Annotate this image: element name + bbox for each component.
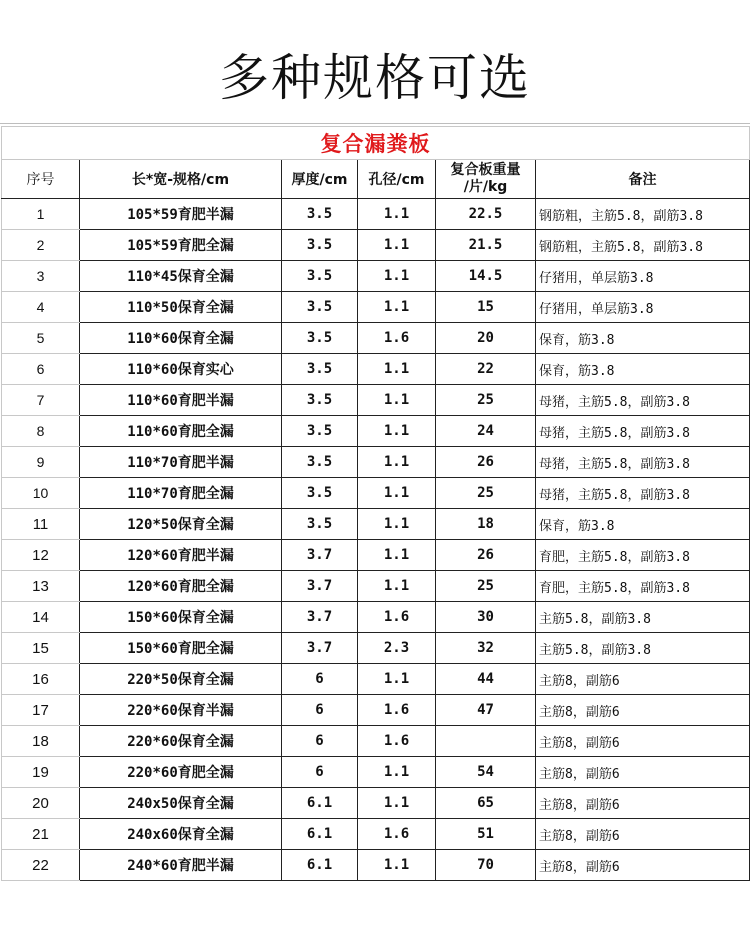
table-row bbox=[2, 540, 750, 571]
cell-thickness: 6 bbox=[282, 695, 358, 726]
cell-seq: 4 bbox=[2, 292, 80, 323]
cell-hole: 1.6 bbox=[358, 602, 436, 633]
cell-weight: 25 bbox=[436, 571, 536, 602]
cell-hole: 2.3 bbox=[358, 633, 436, 664]
cell-thickness: 3.5 bbox=[282, 478, 358, 509]
cell-thickness: 6.1 bbox=[282, 819, 358, 850]
cell-seq: 20 bbox=[2, 788, 80, 819]
cell-hole: 1.6 bbox=[358, 323, 436, 354]
cell-spec: 120*50保育全漏 bbox=[80, 509, 282, 540]
cell-weight: 22.5 bbox=[436, 199, 536, 230]
cell-spec: 110*50保育全漏 bbox=[80, 292, 282, 323]
cell-spec: 110*70育肥全漏 bbox=[80, 478, 282, 509]
table-row bbox=[2, 819, 750, 850]
cell-thickness: 3.5 bbox=[282, 447, 358, 478]
cell-weight: 70 bbox=[436, 850, 536, 881]
cell-seq: 16 bbox=[2, 664, 80, 695]
cell-note: 主筋8，副筋6 bbox=[536, 757, 750, 788]
table-row bbox=[2, 509, 750, 540]
cell-weight: 32 bbox=[436, 633, 536, 664]
cell-spec: 110*60保育全漏 bbox=[80, 323, 282, 354]
table-row bbox=[2, 199, 750, 230]
cell-hole: 1.1 bbox=[358, 571, 436, 602]
cell-weight: 65 bbox=[436, 788, 536, 819]
cell-note: 主筋8，副筋6 bbox=[536, 788, 750, 819]
table-row bbox=[2, 602, 750, 633]
cell-seq: 3 bbox=[2, 261, 80, 292]
cell-hole: 1.6 bbox=[358, 819, 436, 850]
cell-thickness: 3.5 bbox=[282, 292, 358, 323]
table-body bbox=[2, 127, 750, 881]
table-row bbox=[2, 416, 750, 447]
cell-spec: 220*60育肥全漏 bbox=[80, 757, 282, 788]
cell-seq: 11 bbox=[2, 509, 80, 540]
cell-weight: 25 bbox=[436, 385, 536, 416]
page-title: 多种规格可选 bbox=[219, 49, 531, 107]
cell-spec: 110*60育肥半漏 bbox=[80, 385, 282, 416]
cell-weight bbox=[436, 726, 536, 757]
cell-weight: 21.5 bbox=[436, 230, 536, 261]
cell-thickness: 3.5 bbox=[282, 199, 358, 230]
cell-note: 主筋5.8，副筋3.8 bbox=[536, 633, 750, 664]
cell-thickness: 3.5 bbox=[282, 385, 358, 416]
cell-thickness: 3.5 bbox=[282, 416, 358, 447]
cell-weight: 54 bbox=[436, 757, 536, 788]
cell-spec: 105*59育肥全漏 bbox=[80, 230, 282, 261]
cell-spec: 220*60保育半漏 bbox=[80, 695, 282, 726]
cell-spec: 240x50保育全漏 bbox=[80, 788, 282, 819]
cell-note: 母猪，主筋5.8，副筋3.8 bbox=[536, 385, 750, 416]
cell-hole: 1.1 bbox=[358, 850, 436, 881]
cell-weight: 26 bbox=[436, 447, 536, 478]
cell-hole: 1.1 bbox=[358, 788, 436, 819]
table-row bbox=[2, 664, 750, 695]
cell-thickness: 3.5 bbox=[282, 509, 358, 540]
cell-seq: 12 bbox=[2, 540, 80, 571]
cell-thickness: 3.7 bbox=[282, 633, 358, 664]
cell-thickness: 3.5 bbox=[282, 323, 358, 354]
cell-spec: 110*60育肥全漏 bbox=[80, 416, 282, 447]
cell-hole: 1.1 bbox=[358, 447, 436, 478]
table-row bbox=[2, 478, 750, 509]
spec-table-container bbox=[0, 126, 750, 881]
cell-weight: 18 bbox=[436, 509, 536, 540]
cell-seq: 19 bbox=[2, 757, 80, 788]
cell-thickness: 3.5 bbox=[282, 354, 358, 385]
cell-note: 保育，筋3.8 bbox=[536, 354, 750, 385]
cell-spec: 105*59育肥半漏 bbox=[80, 199, 282, 230]
cell-hole: 1.6 bbox=[358, 695, 436, 726]
cell-hole: 1.1 bbox=[358, 199, 436, 230]
cell-weight: 44 bbox=[436, 664, 536, 695]
cell-seq: 2 bbox=[2, 230, 80, 261]
cell-thickness: 6 bbox=[282, 757, 358, 788]
cell-note: 钢筋粗，主筋5.8，副筋3.8 bbox=[536, 199, 750, 230]
cell-seq: 6 bbox=[2, 354, 80, 385]
cell-hole: 1.1 bbox=[358, 478, 436, 509]
table-row bbox=[2, 695, 750, 726]
cell-hole: 1.1 bbox=[358, 664, 436, 695]
table-row bbox=[2, 447, 750, 478]
cell-hole: 1.1 bbox=[358, 509, 436, 540]
header-note: 备注 bbox=[536, 160, 750, 199]
cell-note: 育肥，主筋5.8，副筋3.8 bbox=[536, 540, 750, 571]
table-row bbox=[2, 633, 750, 664]
cell-spec: 110*45保育全漏 bbox=[80, 261, 282, 292]
table-row bbox=[2, 850, 750, 881]
cell-seq: 5 bbox=[2, 323, 80, 354]
cell-note: 母猪，主筋5.8，副筋3.8 bbox=[536, 447, 750, 478]
table-header-row bbox=[2, 160, 750, 199]
cell-weight: 15 bbox=[436, 292, 536, 323]
cell-seq: 14 bbox=[2, 602, 80, 633]
header-spec: 长*宽-规格/cm bbox=[80, 160, 282, 199]
cell-thickness: 6.1 bbox=[282, 850, 358, 881]
cell-seq: 15 bbox=[2, 633, 80, 664]
cell-hole: 1.1 bbox=[358, 416, 436, 447]
table-row bbox=[2, 788, 750, 819]
cell-weight: 20 bbox=[436, 323, 536, 354]
cell-seq: 22 bbox=[2, 850, 80, 881]
cell-seq: 9 bbox=[2, 447, 80, 478]
cell-thickness: 6 bbox=[282, 726, 358, 757]
cell-note: 主筋8，副筋6 bbox=[536, 664, 750, 695]
cell-weight: 47 bbox=[436, 695, 536, 726]
cell-note: 主筋8，副筋6 bbox=[536, 850, 750, 881]
cell-spec: 240*60育肥半漏 bbox=[80, 850, 282, 881]
cell-spec: 150*60保育全漏 bbox=[80, 602, 282, 633]
cell-note: 主筋5.8，副筋3.8 bbox=[536, 602, 750, 633]
cell-spec: 110*60保育实心 bbox=[80, 354, 282, 385]
cell-hole: 1.1 bbox=[358, 230, 436, 261]
cell-seq: 10 bbox=[2, 478, 80, 509]
cell-thickness: 3.7 bbox=[282, 571, 358, 602]
cell-hole: 1.1 bbox=[358, 385, 436, 416]
table-row bbox=[2, 292, 750, 323]
spec-table bbox=[1, 126, 750, 881]
cell-seq: 1 bbox=[2, 199, 80, 230]
cell-spec: 120*60育肥全漏 bbox=[80, 571, 282, 602]
cell-hole: 1.6 bbox=[358, 726, 436, 757]
cell-note: 钢筋粗，主筋5.8，副筋3.8 bbox=[536, 230, 750, 261]
header-hole: 孔径/cm bbox=[358, 160, 436, 199]
cell-seq: 17 bbox=[2, 695, 80, 726]
table-row bbox=[2, 354, 750, 385]
cell-hole: 1.1 bbox=[358, 757, 436, 788]
table-row bbox=[2, 230, 750, 261]
cell-seq: 18 bbox=[2, 726, 80, 757]
table-row bbox=[2, 385, 750, 416]
cell-thickness: 3.5 bbox=[282, 261, 358, 292]
cell-note: 主筋8，副筋6 bbox=[536, 695, 750, 726]
table-row bbox=[2, 323, 750, 354]
cell-note: 仔猪用，单层筋3.8 bbox=[536, 261, 750, 292]
table-row bbox=[2, 757, 750, 788]
cell-seq: 13 bbox=[2, 571, 80, 602]
cell-note: 保育，筋3.8 bbox=[536, 509, 750, 540]
cell-note: 主筋8，副筋6 bbox=[536, 819, 750, 850]
table-caption: 复合漏粪板 bbox=[2, 127, 750, 160]
cell-spec: 150*60育肥全漏 bbox=[80, 633, 282, 664]
cell-thickness: 6 bbox=[282, 664, 358, 695]
cell-weight: 24 bbox=[436, 416, 536, 447]
cell-hole: 1.1 bbox=[358, 540, 436, 571]
cell-thickness: 3.7 bbox=[282, 602, 358, 633]
header-weight bbox=[436, 160, 536, 199]
cell-weight: 51 bbox=[436, 819, 536, 850]
cell-spec: 110*70育肥半漏 bbox=[80, 447, 282, 478]
cell-note: 母猪，主筋5.8，副筋3.8 bbox=[536, 416, 750, 447]
cell-weight: 22 bbox=[436, 354, 536, 385]
table-caption-row bbox=[2, 127, 750, 160]
cell-spec: 240x60保育全漏 bbox=[80, 819, 282, 850]
cell-note: 母猪，主筋5.8，副筋3.8 bbox=[536, 478, 750, 509]
header-weight-line2: /片/kg bbox=[463, 179, 508, 195]
cell-spec: 220*60保育全漏 bbox=[80, 726, 282, 757]
cell-hole: 1.1 bbox=[358, 261, 436, 292]
cell-seq: 7 bbox=[2, 385, 80, 416]
cell-thickness: 3.5 bbox=[282, 230, 358, 261]
table-row bbox=[2, 726, 750, 757]
cell-weight: 30 bbox=[436, 602, 536, 633]
cell-spec: 220*50保育全漏 bbox=[80, 664, 282, 695]
cell-seq: 8 bbox=[2, 416, 80, 447]
cell-note: 主筋8，副筋6 bbox=[536, 726, 750, 757]
cell-hole: 1.1 bbox=[358, 354, 436, 385]
cell-spec: 120*60育肥半漏 bbox=[80, 540, 282, 571]
cell-seq: 21 bbox=[2, 819, 80, 850]
header-seq: 序号 bbox=[2, 160, 80, 199]
cell-weight: 14.5 bbox=[436, 261, 536, 292]
cell-note: 保育，筋3.8 bbox=[536, 323, 750, 354]
cell-weight: 25 bbox=[436, 478, 536, 509]
table-row bbox=[2, 571, 750, 602]
cell-thickness: 6.1 bbox=[282, 788, 358, 819]
header-thickness: 厚度/cm bbox=[282, 160, 358, 199]
cell-thickness: 3.7 bbox=[282, 540, 358, 571]
cell-note: 仔猪用，单层筋3.8 bbox=[536, 292, 750, 323]
table-row bbox=[2, 261, 750, 292]
header-weight-line1: 复合板重量 bbox=[450, 162, 521, 178]
cell-hole: 1.1 bbox=[358, 292, 436, 323]
cell-note: 育肥，主筋5.8，副筋3.8 bbox=[536, 571, 750, 602]
cell-weight: 26 bbox=[436, 540, 536, 571]
